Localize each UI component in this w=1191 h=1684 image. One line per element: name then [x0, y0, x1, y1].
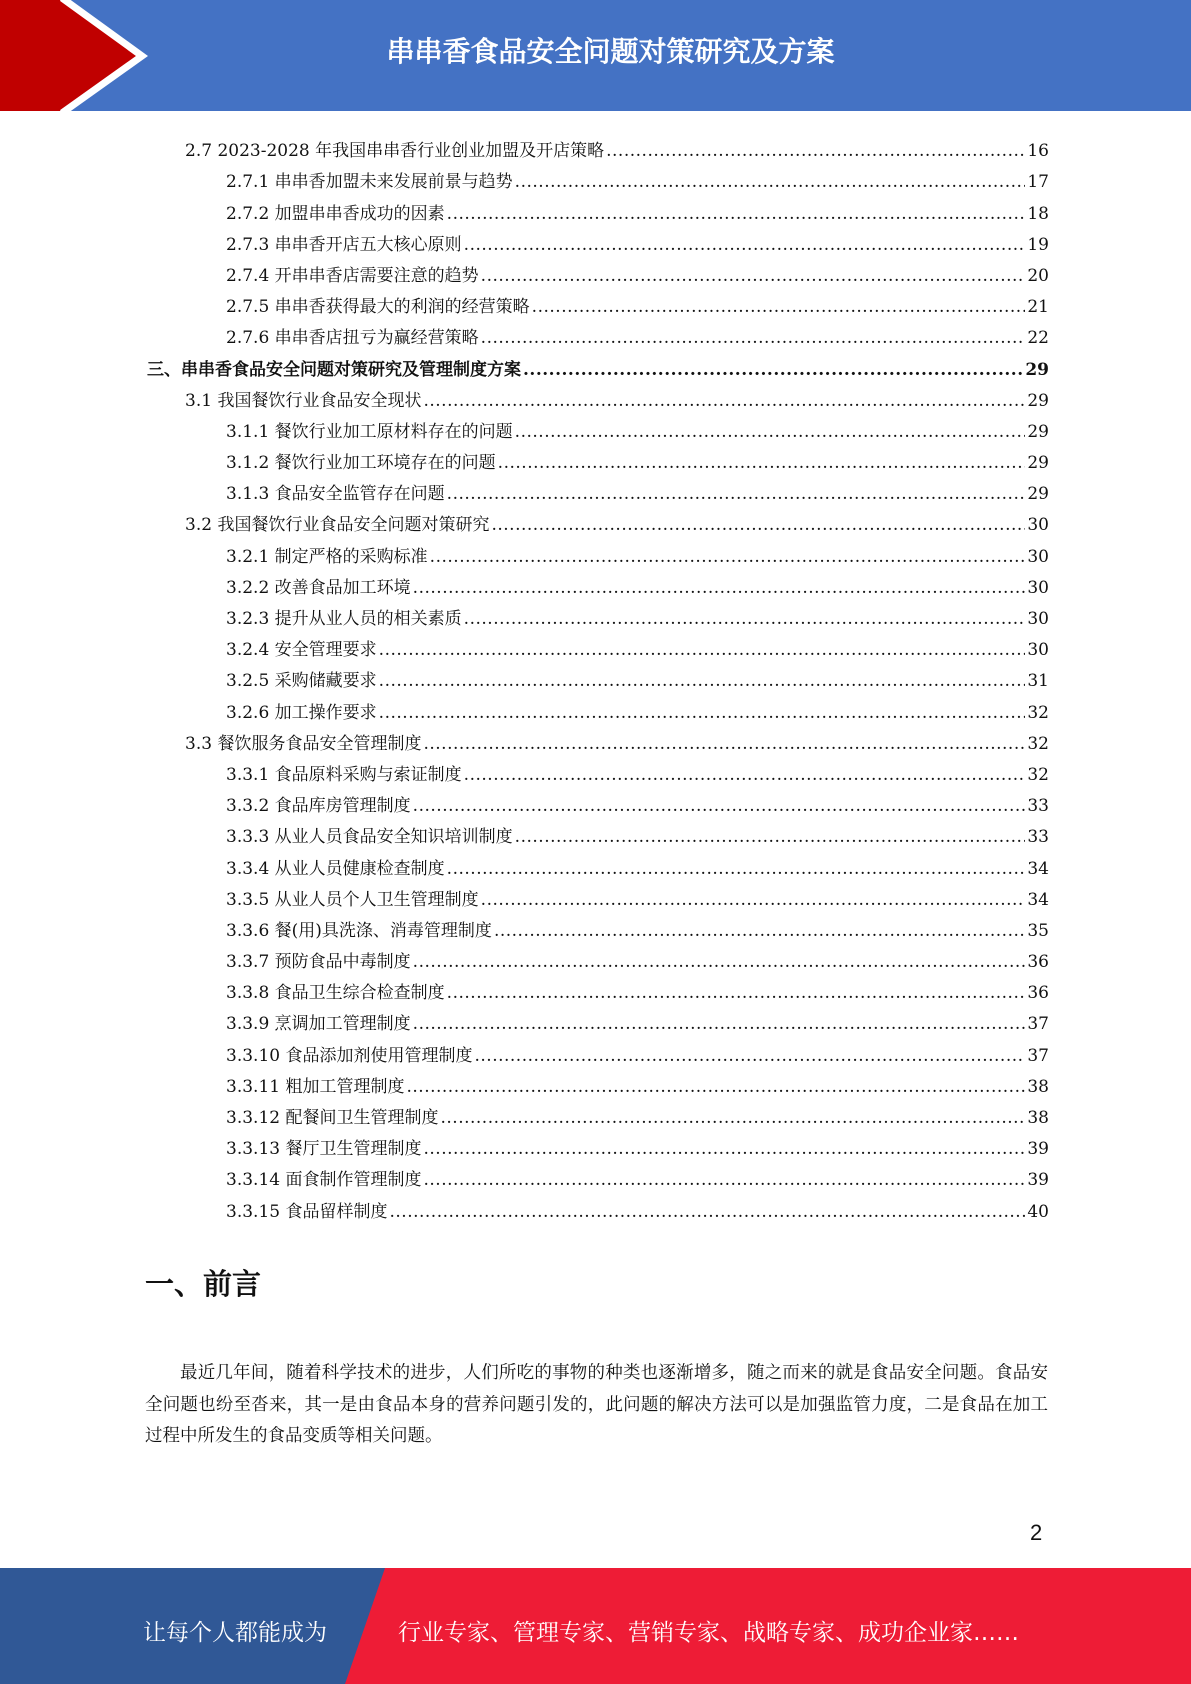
toc-entry-page: 29: [1027, 484, 1049, 505]
toc-entry[interactable]: [147, 1159, 1049, 1190]
toc-entry-page: 22: [1027, 328, 1049, 349]
toc-entry-label: 3.2.1 制定严格的采购标准: [226, 546, 428, 567]
toc-entry[interactable]: [147, 1097, 1049, 1128]
toc-leader-dots: [389, 1202, 1025, 1222]
toc-leader-dots: [523, 360, 1023, 380]
toc-leader-dots: [464, 765, 1026, 785]
toc-entry-page: 30: [1027, 609, 1049, 629]
toc-entry[interactable]: [147, 1003, 1049, 1034]
toc-entry-label: 3.1.1 餐饮行业加工原材料存在的问题: [226, 421, 513, 442]
toc-entry-label: 3.3.6 餐(用)具洗涤、消毒管理制度: [226, 920, 492, 941]
toc-entry-label: 3.2.2 改善食品加工环境: [226, 577, 411, 598]
toc-leader-dots: [423, 734, 1025, 754]
toc-entry-page: 38: [1027, 1108, 1049, 1128]
toc-entry[interactable]: [147, 1066, 1049, 1097]
footer-slogan-right: 行业专家、管理专家、营销专家、战略专家、成功企业家……: [398, 1620, 1019, 1646]
toc-entry-label: 3.1.2 餐饮行业加工环境存在的问题: [226, 453, 496, 474]
page-footer: [0, 1568, 1191, 1684]
toc-entry-page: 18: [1027, 203, 1049, 224]
toc-entry-page: 19: [1027, 234, 1049, 255]
toc-entry-page: 30: [1027, 640, 1049, 661]
toc-leader-dots: [447, 484, 1026, 504]
toc-entry[interactable]: [147, 130, 1049, 161]
toc-entry-label: 3.3.9 烹调加工管理制度: [226, 1014, 411, 1035]
toc-entry-page: 29: [1027, 421, 1049, 442]
toc-entry-label: 3.3.1 食品原料采购与索证制度: [226, 764, 462, 785]
toc-leader-dots: [413, 796, 1026, 816]
toc-entry[interactable]: [147, 567, 1049, 598]
toc-entry[interactable]: [147, 754, 1049, 785]
toc-entry[interactable]: [147, 972, 1049, 1003]
toc-leader-dots: [474, 1046, 1025, 1066]
toc-entry-label: 3.3.10 食品添加剂使用管理制度: [226, 1045, 473, 1066]
toc-entry-page: 34: [1027, 858, 1049, 879]
toc-entry-page: 36: [1027, 983, 1049, 1004]
toc-entry-page: 20: [1027, 265, 1049, 286]
toc-entry-label: 3.2.5 采购储藏要求: [226, 671, 377, 692]
toc-entry-label: 三、串串香食品安全问题对策研究及管理制度方案: [147, 359, 521, 380]
toc-entry[interactable]: [147, 785, 1049, 816]
toc-entry[interactable]: [147, 1190, 1049, 1221]
toc-entry-page: 29: [1027, 390, 1049, 411]
toc-entry-label: 3.3.14 面食制作管理制度: [226, 1170, 422, 1191]
toc-entry-page: 29: [1025, 359, 1049, 380]
toc-leader-dots: [423, 1170, 1025, 1190]
toc-leader-dots: [464, 235, 1026, 255]
toc-entry-label: 2.7 2023-2028 年我国串串香行业创业加盟及开店策略: [185, 141, 605, 162]
toc-entry-label: 3.3.5 从业人员个人卫生管理制度: [226, 889, 479, 910]
toc-entry[interactable]: [147, 816, 1049, 847]
toc-entry-label: 3.1 我国餐饮行业食品安全现状: [185, 390, 422, 411]
toc-entry-label: 3.2.4 安全管理要求: [226, 640, 377, 661]
toc-entry[interactable]: [147, 473, 1049, 504]
toc-entry-page: 30: [1027, 515, 1049, 536]
toc-entry-label: 3.3.4 从业人员健康检查制度: [226, 858, 445, 879]
toc-entry[interactable]: [147, 941, 1049, 972]
toc-entry[interactable]: [147, 348, 1049, 379]
toc-entry-page: 21: [1027, 297, 1049, 318]
toc-leader-dots: [494, 921, 1025, 941]
page-number: 2: [1030, 1520, 1043, 1545]
toc-entry[interactable]: [147, 1128, 1049, 1159]
body-paragraph: 最近几年间，随着科学技术的进步，人们所吃的事物的种类也逐渐增多，随之而来的就是食品安全问题。食品安全问题也纷至沓来，其一是由食品本身的营养问题引发的，此问题的解决方法可以是加强监管力度，二是食品在加工过程中所发生的食品变质等相关问题。: [145, 1363, 1048, 1446]
section-heading: 一、前言: [145, 1267, 262, 1301]
toc-entry-page: 32: [1027, 702, 1049, 723]
toc-leader-dots: [481, 266, 1026, 286]
toc-entry[interactable]: [147, 629, 1049, 660]
toc-entry-label: 2.7.1 串串香加盟未来发展前景与趋势: [226, 172, 513, 193]
toc-leader-dots: [413, 1014, 1026, 1034]
toc-entry-label: 3.3.3 从业人员食品安全知识培训制度: [226, 827, 513, 848]
toc-entry-page: 17: [1027, 172, 1049, 193]
toc-entry[interactable]: [147, 224, 1049, 255]
toc-leader-dots: [430, 547, 1026, 567]
toc-entry-page: 34: [1027, 889, 1049, 910]
toc-entry-label: 3.1.3 食品安全监管存在问题: [226, 484, 445, 505]
toc-entry-page: 16: [1027, 141, 1049, 162]
toc-entry[interactable]: [147, 879, 1049, 910]
toc-leader-dots: [491, 515, 1025, 535]
toc-entry-page: 30: [1027, 577, 1049, 598]
toc-leader-dots: [515, 827, 1026, 847]
toc-entry-page: 36: [1027, 952, 1049, 973]
toc-leader-dots: [481, 890, 1026, 910]
toc-leader-dots: [413, 578, 1026, 598]
toc-entry[interactable]: [147, 723, 1049, 754]
toc-leader-dots: [447, 983, 1026, 1003]
toc-leader-dots: [440, 1108, 1025, 1128]
toc-entry[interactable]: [147, 442, 1049, 473]
toc-entry-label: 3.3.13 餐厅卫生管理制度: [226, 1139, 422, 1160]
toc-entry-page: 38: [1027, 1076, 1049, 1097]
toc-entry-label: 3.2.6 加工操作要求: [226, 702, 377, 723]
toc-entry-label: 2.7.5 串串香获得最大的利润的经营策略: [226, 297, 530, 318]
toc-entry[interactable]: [147, 660, 1049, 691]
toc-leader-dots: [406, 1077, 1025, 1097]
toc-entry-label: 2.7.4 开串串香店需要注意的趋势: [226, 265, 479, 286]
toc-leader-dots: [481, 328, 1026, 348]
toc-entry[interactable]: [147, 504, 1049, 535]
toc-leader-dots: [413, 952, 1026, 972]
toc-entry-page: 31: [1027, 671, 1049, 692]
toc-entry[interactable]: [147, 161, 1049, 192]
toc-leader-dots: [423, 391, 1025, 411]
toc-entry-label: 3.3.7 预防食品中毒制度: [226, 952, 411, 973]
footer-slogan-left: 让每个人都能成为: [143, 1620, 327, 1646]
toc-entry-page: 40: [1027, 1201, 1049, 1222]
toc-entry-label: 2.7.2 加盟串串香成功的因素: [226, 203, 445, 224]
toc-entry-page: 33: [1027, 827, 1049, 848]
toc-entry[interactable]: [147, 691, 1049, 722]
toc-leader-dots: [379, 671, 1026, 691]
toc-entry[interactable]: [147, 847, 1049, 878]
toc-entry-page: 39: [1027, 1170, 1049, 1191]
toc-leader-dots: [606, 141, 1025, 161]
toc-leader-dots: [447, 204, 1026, 224]
toc-entry-page: 32: [1027, 733, 1049, 754]
toc-entry-page: 32: [1027, 764, 1049, 785]
toc-entry[interactable]: [147, 380, 1049, 411]
toc-entry-label: 3.3.12 配餐间卫生管理制度: [226, 1108, 439, 1128]
toc-entry-page: 30: [1027, 546, 1049, 567]
toc-entry[interactable]: [147, 411, 1049, 442]
toc-leader-dots: [532, 297, 1026, 317]
toc-leader-dots: [464, 609, 1026, 629]
toc-entry-page: 35: [1027, 920, 1049, 941]
toc-entry[interactable]: [147, 192, 1049, 223]
toc-entry[interactable]: [147, 598, 1049, 629]
toc-entry-label: 3.2.3 提升从业人员的相关素质: [226, 609, 462, 629]
toc-entry-label: 2.7.6 串串香店扭亏为赢经营策略: [226, 328, 479, 349]
table-of-contents: [147, 130, 1049, 1222]
toc-entry[interactable]: [147, 317, 1049, 348]
toc-entry-page: 33: [1027, 796, 1049, 817]
page-header: [0, 0, 1191, 111]
toc-entry[interactable]: [147, 255, 1049, 286]
toc-entry[interactable]: [147, 910, 1049, 941]
toc-entry-page: 39: [1027, 1139, 1049, 1160]
toc-entry-label: 2.7.3 串串香开店五大核心原则: [226, 234, 462, 255]
toc-entry-label: 3.3.11 粗加工管理制度: [226, 1076, 405, 1097]
toc-entry-label: 3.3.8 食品卫生综合检查制度: [226, 983, 445, 1004]
toc-entry-page: 37: [1027, 1045, 1049, 1066]
toc-entry-page: 29: [1027, 453, 1049, 474]
toc-leader-dots: [447, 859, 1026, 879]
toc-entry-label: 3.2 我国餐饮行业食品安全问题对策研究: [185, 515, 490, 536]
toc-leader-dots: [423, 1139, 1025, 1159]
toc-leader-dots: [379, 640, 1026, 660]
toc-entry[interactable]: [147, 1034, 1049, 1065]
toc-entry-label: 3.3.2 食品库房管理制度: [226, 796, 411, 817]
toc-leader-dots: [498, 453, 1026, 473]
toc-entry[interactable]: [147, 535, 1049, 566]
toc-entry-label: 3.3.15 食品留样制度: [226, 1201, 388, 1222]
toc-entry-page: 37: [1027, 1014, 1049, 1035]
toc-entry[interactable]: [147, 286, 1049, 317]
header-title: 串串香食品安全问题对策研究及方案: [386, 35, 835, 68]
toc-leader-dots: [515, 422, 1026, 442]
toc-leader-dots: [515, 172, 1026, 192]
toc-leader-dots: [379, 703, 1026, 723]
toc-entry-label: 3.3 餐饮服务食品安全管理制度: [185, 733, 422, 754]
